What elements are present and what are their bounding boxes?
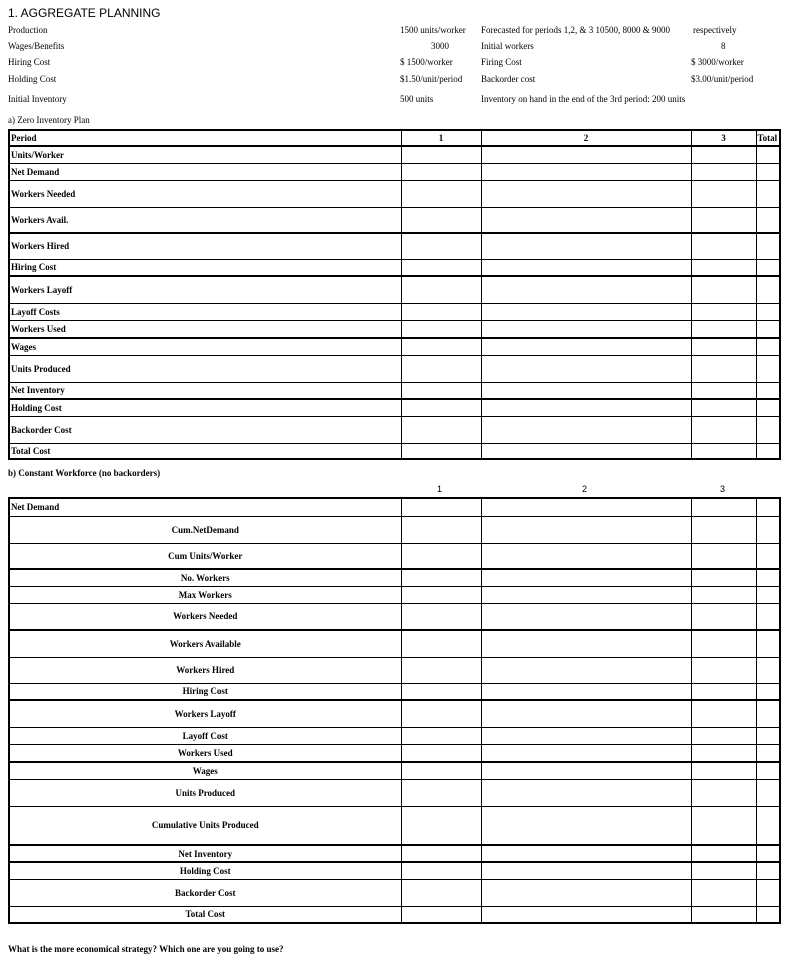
row-label: Workers Hired — [9, 233, 401, 259]
header-period: Period — [9, 130, 401, 146]
cell-3[interactable] — [691, 399, 756, 416]
cell-1[interactable] — [401, 146, 481, 163]
cell-total[interactable] — [756, 276, 780, 303]
row-label: Cum.NetDemand — [9, 516, 401, 543]
cell-total[interactable] — [756, 180, 780, 207]
cell-1[interactable] — [401, 382, 481, 399]
cell-2[interactable] — [481, 180, 691, 207]
cell-3[interactable] — [691, 906, 756, 923]
cell-3[interactable] — [691, 355, 756, 382]
cell-total[interactable] — [756, 569, 780, 586]
zero-inventory-table — [8, 129, 781, 460]
row-label: Workers Needed — [9, 180, 401, 207]
cell-total[interactable] — [756, 906, 780, 923]
cell-3[interactable] — [691, 603, 756, 630]
cell-3[interactable] — [691, 443, 756, 459]
cell-total[interactable] — [756, 744, 780, 762]
row-label: Units/Worker — [9, 146, 401, 163]
cell-total[interactable] — [756, 806, 780, 845]
cell-3[interactable] — [691, 845, 756, 862]
cell-1[interactable] — [401, 276, 481, 303]
cell-3[interactable] — [691, 543, 756, 569]
param-value-initial-inventory: 500 units — [400, 94, 434, 104]
row-label: Units Produced — [9, 355, 401, 382]
cell-3[interactable] — [691, 806, 756, 845]
cell-total[interactable] — [756, 320, 780, 338]
row-label: Workers Layoff — [9, 276, 401, 303]
cell-1[interactable] — [401, 207, 481, 233]
header-total: Total — [756, 130, 780, 146]
cell-1[interactable] — [401, 779, 481, 806]
cell-total[interactable] — [756, 207, 780, 233]
param-label-backorder: Backorder cost — [481, 74, 536, 84]
cell-2[interactable] — [481, 416, 691, 443]
cell-total[interactable] — [756, 879, 780, 906]
cell-1[interactable] — [401, 399, 481, 416]
row-label: Cum Units/Worker — [9, 543, 401, 569]
cell-2[interactable] — [481, 700, 691, 727]
param-value-holding: $1.50/unit/period — [400, 74, 463, 84]
cell-total[interactable] — [756, 399, 780, 416]
param-label-production: Production — [8, 25, 48, 35]
cell-2[interactable] — [481, 879, 691, 906]
cell-1[interactable] — [401, 845, 481, 862]
row-label: Holding Cost — [9, 862, 401, 879]
cell-3[interactable] — [691, 630, 756, 657]
param-label-hiring: Hiring Cost — [8, 57, 51, 67]
cell-3[interactable] — [691, 762, 756, 779]
cell-total[interactable] — [756, 355, 780, 382]
row-label: Workers Used — [9, 320, 401, 338]
cell-1[interactable] — [401, 806, 481, 845]
cell-2[interactable] — [481, 498, 691, 516]
row-label: Backorder Cost — [9, 416, 401, 443]
cell-1[interactable] — [401, 762, 481, 779]
cell-total[interactable] — [756, 416, 780, 443]
cell-1[interactable] — [401, 163, 481, 180]
cell-1[interactable] — [401, 586, 481, 603]
cell-3[interactable] — [691, 146, 756, 163]
param-label-wages: Wages/Benefits — [8, 41, 65, 51]
question-text: What is the more economical strategy? Which one are you going to use? — [8, 944, 284, 954]
cell-2[interactable] — [481, 543, 691, 569]
row-label: Net Demand — [9, 498, 401, 516]
cell-2[interactable] — [481, 382, 691, 399]
cell-total[interactable] — [756, 163, 780, 180]
param-value-backorder: $3.00/unit/period — [691, 74, 754, 84]
cell-3[interactable] — [691, 180, 756, 207]
cell-1[interactable] — [401, 498, 481, 516]
cell-total[interactable] — [756, 516, 780, 543]
row-label: Workers Layoff — [9, 700, 401, 727]
cell-1[interactable] — [401, 862, 481, 879]
cell-3[interactable] — [691, 779, 756, 806]
param-value-firing: $ 3000/worker — [691, 57, 744, 67]
section-a-heading: a) Zero Inventory Plan — [8, 115, 90, 125]
section-b-period-2: 2 — [582, 484, 588, 494]
cell-3[interactable] — [691, 163, 756, 180]
row-label: Cumulative Units Produced — [9, 806, 401, 845]
param-value-forecast: respectively — [693, 25, 737, 35]
row-label: Holding Cost — [9, 399, 401, 416]
cell-total[interactable] — [756, 338, 780, 355]
cell-3[interactable] — [691, 569, 756, 586]
cell-1[interactable] — [401, 569, 481, 586]
cell-3[interactable] — [691, 338, 756, 355]
row-label: Wages — [9, 338, 401, 355]
param-value-wages: 3000 — [431, 41, 449, 51]
cell-2[interactable] — [481, 163, 691, 180]
section-b-period-3: 3 — [720, 484, 726, 494]
cell-total[interactable] — [756, 630, 780, 657]
cell-1[interactable] — [401, 700, 481, 727]
param-label-holding: Holding Cost — [8, 74, 57, 84]
cell-1[interactable] — [401, 657, 481, 683]
cell-3[interactable] — [691, 416, 756, 443]
cell-total[interactable] — [756, 845, 780, 862]
cell-total[interactable] — [756, 259, 780, 276]
cell-total[interactable] — [756, 762, 780, 779]
cell-2[interactable] — [481, 516, 691, 543]
cell-2[interactable] — [481, 845, 691, 862]
cell-total[interactable] — [756, 603, 780, 630]
section-b-heading: b) Constant Workforce (no backorders) — [8, 468, 161, 478]
row-label: Net Demand — [9, 163, 401, 180]
cell-2[interactable] — [481, 862, 691, 879]
row-label: Layoff Costs — [9, 303, 401, 320]
cell-total[interactable] — [756, 382, 780, 399]
row-label: Max Workers — [9, 586, 401, 603]
cell-2[interactable] — [481, 443, 691, 459]
cell-3[interactable] — [691, 744, 756, 762]
cell-3[interactable] — [691, 207, 756, 233]
cell-total[interactable] — [756, 146, 780, 163]
cell-2[interactable] — [481, 146, 691, 163]
cell-1[interactable] — [401, 630, 481, 657]
row-label: No. Workers — [9, 569, 401, 586]
cell-1[interactable] — [401, 906, 481, 923]
cell-3[interactable] — [691, 382, 756, 399]
cell-1[interactable] — [401, 259, 481, 276]
cell-2[interactable] — [481, 727, 691, 744]
cell-total[interactable] — [756, 683, 780, 700]
param-label-firing: Firing Cost — [481, 57, 522, 67]
param-label-forecast: Forecasted for periods 1,2, & 3 10500, 8000 & 9000 — [481, 25, 670, 35]
row-label: Workers Needed — [9, 603, 401, 630]
cell-1[interactable] — [401, 320, 481, 338]
cell-2[interactable] — [481, 338, 691, 355]
cell-1[interactable] — [401, 516, 481, 543]
cell-1[interactable] — [401, 727, 481, 744]
row-label: Workers Avail. — [9, 207, 401, 233]
cell-total[interactable] — [756, 303, 780, 320]
cell-1[interactable] — [401, 443, 481, 459]
cell-2[interactable] — [481, 630, 691, 657]
cell-total[interactable] — [756, 443, 780, 459]
cell-3[interactable] — [691, 727, 756, 744]
cell-2[interactable] — [481, 762, 691, 779]
page-title: 1. AGGREGATE PLANNING — [8, 6, 161, 20]
row-label: Net Inventory — [9, 382, 401, 399]
header-period-2: 2 — [481, 130, 691, 146]
cell-3[interactable] — [691, 700, 756, 727]
cell-total[interactable] — [756, 779, 780, 806]
cell-total[interactable] — [756, 657, 780, 683]
cell-total[interactable] — [756, 498, 780, 516]
cell-2[interactable] — [481, 207, 691, 233]
cell-2[interactable] — [481, 603, 691, 630]
cell-3[interactable] — [691, 657, 756, 683]
cell-2[interactable] — [481, 569, 691, 586]
cell-2[interactable] — [481, 779, 691, 806]
param-value-initial-workers: 8 — [721, 41, 726, 51]
cell-1[interactable] — [401, 603, 481, 630]
cell-2[interactable] — [481, 276, 691, 303]
row-label: Workers Used — [9, 744, 401, 762]
cell-3[interactable] — [691, 276, 756, 303]
cell-3[interactable] — [691, 303, 756, 320]
cell-2[interactable] — [481, 657, 691, 683]
param-value-hiring: $ 1500/worker — [400, 57, 453, 67]
header-period-3: 3 — [691, 130, 756, 146]
section-b-period-1: 1 — [437, 484, 443, 494]
param-label-initial-workers: Initial workers — [481, 41, 534, 51]
cell-total[interactable] — [756, 700, 780, 727]
cell-total[interactable] — [756, 543, 780, 569]
cell-1[interactable] — [401, 338, 481, 355]
row-label: Workers Hired — [9, 657, 401, 683]
cell-1[interactable] — [401, 233, 481, 259]
row-label: Total Cost — [9, 443, 401, 459]
cell-total[interactable] — [756, 233, 780, 259]
cell-2[interactable] — [481, 233, 691, 259]
header-period-1: 1 — [401, 130, 481, 146]
row-label: Layoff Cost — [9, 727, 401, 744]
cell-total[interactable] — [756, 586, 780, 603]
cell-total[interactable] — [756, 862, 780, 879]
row-label: Units Produced — [9, 779, 401, 806]
cell-3[interactable] — [691, 233, 756, 259]
cell-1[interactable] — [401, 543, 481, 569]
constant-workforce-table — [8, 497, 781, 924]
cell-3[interactable] — [691, 862, 756, 879]
cell-1[interactable] — [401, 879, 481, 906]
row-label: Wages — [9, 762, 401, 779]
cell-3[interactable] — [691, 259, 756, 276]
cell-1[interactable] — [401, 416, 481, 443]
cell-3[interactable] — [691, 683, 756, 700]
row-label: Workers Available — [9, 630, 401, 657]
cell-2[interactable] — [481, 399, 691, 416]
cell-2[interactable] — [481, 586, 691, 603]
cell-1[interactable] — [401, 744, 481, 762]
cell-2[interactable] — [481, 320, 691, 338]
cell-3[interactable] — [691, 879, 756, 906]
row-label: Hiring Cost — [9, 683, 401, 700]
cell-1[interactable] — [401, 683, 481, 700]
cell-total[interactable] — [756, 727, 780, 744]
cell-2[interactable] — [481, 906, 691, 923]
cell-1[interactable] — [401, 303, 481, 320]
row-label: Hiring Cost — [9, 259, 401, 276]
cell-2[interactable] — [481, 259, 691, 276]
cell-1[interactable] — [401, 180, 481, 207]
cell-2[interactable] — [481, 806, 691, 845]
cell-3[interactable] — [691, 586, 756, 603]
cell-3[interactable] — [691, 320, 756, 338]
cell-3[interactable] — [691, 516, 756, 543]
param-value-production: 1500 units/worker — [400, 25, 466, 35]
row-label: Total Cost — [9, 906, 401, 923]
cell-2[interactable] — [481, 355, 691, 382]
cell-1[interactable] — [401, 355, 481, 382]
cell-2[interactable] — [481, 683, 691, 700]
row-label: Backorder Cost — [9, 879, 401, 906]
param-label-ending-inventory: Inventory on hand in the end of the 3rd period: 200 units — [481, 94, 686, 104]
cell-2[interactable] — [481, 744, 691, 762]
cell-2[interactable] — [481, 303, 691, 320]
row-label: Net Inventory — [9, 845, 401, 862]
param-label-initial-inventory: Initial Inventory — [8, 94, 67, 104]
cell-3[interactable] — [691, 498, 756, 516]
